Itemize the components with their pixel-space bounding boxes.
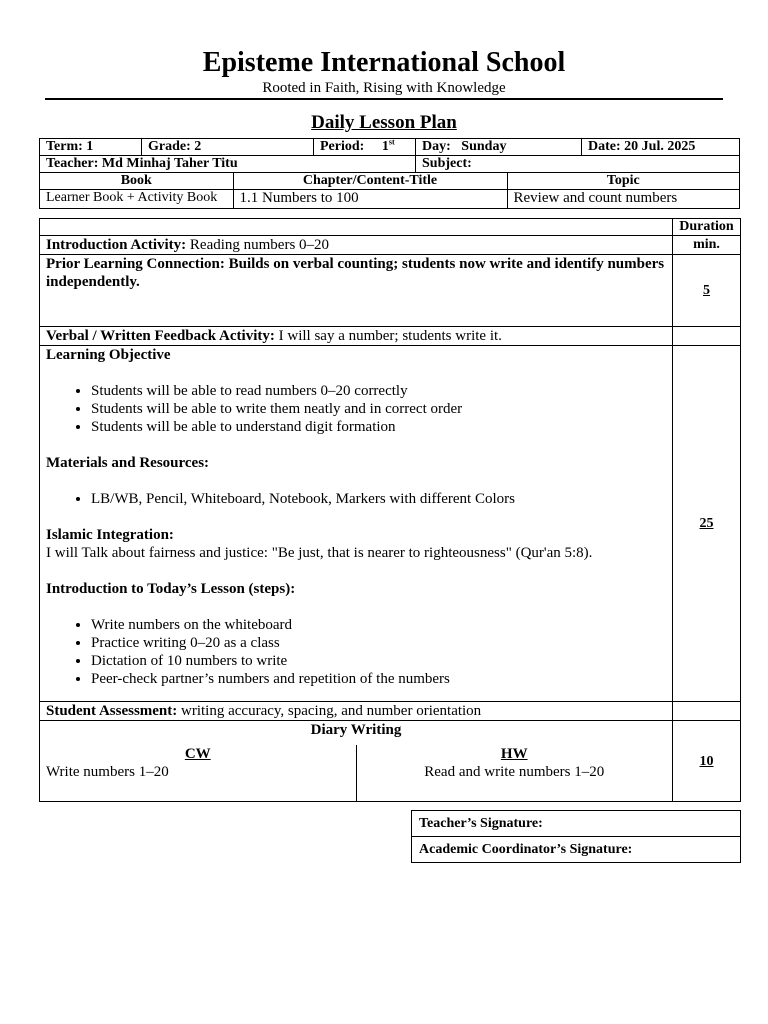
list-item: • Peer-check partner’s numbers and repetition of the numbers [91,670,666,688]
date-cell [582,139,740,156]
term-cell: Term: 1 [40,139,142,156]
steps-list [46,616,666,688]
duration-main: 25 [699,516,714,531]
list-item: • Dictation of 10 numbers to write [91,652,666,670]
period-value: 1 [381,139,389,154]
signature-table [411,810,741,863]
duration-diary: 10 [699,753,714,769]
duration-intro-cell [673,255,741,327]
islamic-text: I will Talk about fairness and justice: "Be just, that is nearer to righteousness" (Qur'an 5:8). [46,545,593,561]
feedback-text: I will say a number; students write it. [274,328,502,344]
assessment-label: Student Assessment: [46,703,178,719]
teacher-signature: Teacher’s Signature: [412,811,741,837]
list-item: • Write numbers on the whiteboard [91,616,666,634]
hw-text: Read and write numbers 1–20 [424,764,605,780]
period-suffix: st [388,137,395,147]
diary-writing-cell [40,721,673,802]
chapter-header: Chapter/Content-Title [233,173,507,190]
book-chapter-topic-table [40,173,739,208]
materials-heading: Materials and Resources: [46,455,210,471]
duration-diary-cell [673,721,741,802]
school-motto: Rooted in Faith, Rising with Knowledge [262,80,506,96]
diary-heading: Diary Writing [310,722,402,738]
topic-value: Review and count numbers [507,190,739,209]
cw-text: Write numbers 1–20 [46,764,169,780]
school-name: Episteme International School [202,47,566,78]
lesson-plan-table [39,218,741,802]
cw-label: CW [184,746,211,762]
header-blank-cell [40,219,673,236]
assessment-duration-cell [673,702,741,721]
objective-heading: Learning Objective [46,347,171,363]
topic-header: Topic [507,173,739,190]
coordinator-signature: Academic Coordinator’s Signature: [412,837,741,863]
steps-heading: Introduction to Today’s Lesson (steps): [46,581,296,597]
duration-main-cell [673,346,741,702]
materials-list [46,490,666,508]
intro-label: Introduction Activity: [46,237,187,253]
prior-learning: Prior Learning Connection: Builds on verbal counting; students now write and identify numbers independently. [40,255,673,327]
feedback-duration-cell [673,327,741,346]
hw-label: HW [500,746,528,762]
list-item: • Students will be able to read numbers 0–20 correctly [91,382,666,400]
list-item: • Students will be able to understand digit formation [91,418,666,436]
day-cell [416,139,582,156]
chapter-value: 1.1 Numbers to 100 [233,190,507,209]
period-label: Period: [320,139,365,154]
date-label: Date: [588,139,621,154]
grade-cell: Grade: 2 [142,139,314,156]
subject-cell: Subject: [416,156,740,173]
period-cell [314,139,416,156]
header-divider [45,98,723,100]
teacher-cell: Teacher: Md Minhaj Taher Titu [40,156,416,173]
lesson-body [40,346,673,702]
day-label: Day: [422,139,451,154]
list-item: • Students will be able to write them neatly and in correct order [91,400,666,418]
feedback-label: Verbal / Written Feedback Activity: [46,328,275,344]
cw-hw-table [40,745,672,801]
feedback-activity [40,327,673,346]
islamic-heading: Islamic Integration: [46,527,174,543]
duration-header: Duration [673,219,741,236]
duration-intro: 5 [703,283,710,298]
homework-cell [356,745,672,801]
book-header: Book [40,173,233,190]
classwork-cell [40,745,356,801]
book-value: Learner Book + Activity Book [40,190,233,209]
list-item: • Practice writing 0–20 as a class [91,634,666,652]
duration-unit: min. [673,236,741,255]
lesson-info-table [39,138,740,209]
introduction-activity [40,236,673,255]
objective-list [46,382,666,436]
document-title: Daily Lesson Plan [311,112,457,133]
date-value: 20 Jul. 2025 [624,139,696,154]
day-value: Sunday [461,139,507,154]
intro-text: Reading numbers 0–20 [186,237,330,253]
student-assessment [40,702,673,721]
assessment-text: writing accuracy, spacing, and number orientation [177,703,482,719]
list-item: • LB/WB, Pencil, Whiteboard, Notebook, Markers with different Colors [91,490,666,508]
